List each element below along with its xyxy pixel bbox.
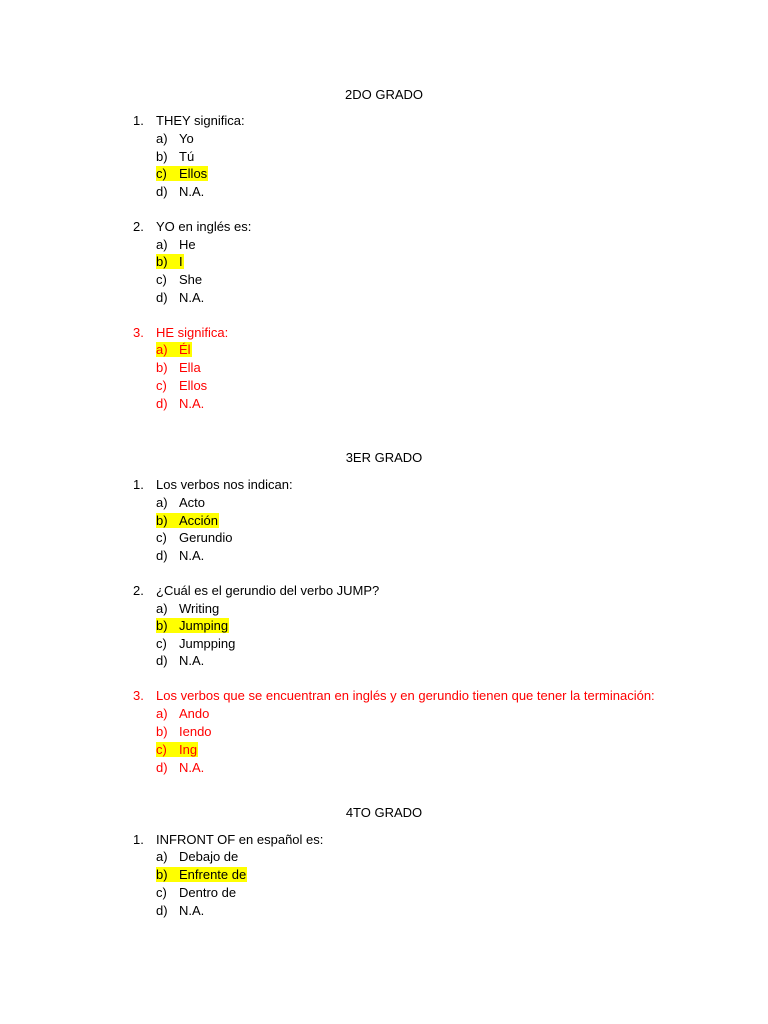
question-3er-2 [133, 582, 379, 600]
option-text: Ellos [179, 378, 208, 393]
option-text: Dentro de [179, 885, 237, 900]
option-text: Ellos [179, 166, 208, 181]
question-number: 3. [133, 325, 144, 340]
option-item [156, 271, 202, 289]
option-item [156, 289, 204, 307]
option-letter: a) [156, 342, 168, 357]
option-item [156, 529, 232, 547]
option-letter: a) [156, 849, 168, 864]
option-text: Jumpping [179, 636, 236, 651]
option-item-correct [156, 617, 229, 635]
option-item-correct [156, 512, 219, 530]
question-2do-1 [133, 112, 245, 130]
option-letter: a) [156, 131, 168, 146]
option-letter: a) [156, 495, 168, 510]
option-item [156, 759, 204, 777]
question-4to-1 [133, 831, 323, 849]
option-item [156, 236, 196, 254]
option-letter: d) [156, 653, 168, 668]
option-text: N.A. [179, 760, 205, 775]
option-item [156, 377, 207, 395]
option-letter: c) [156, 885, 167, 900]
option-letter: d) [156, 903, 168, 918]
option-text: Ando [179, 706, 210, 721]
option-text: Yo [179, 131, 194, 146]
option-item [156, 395, 204, 413]
section-heading-3er-grado: 3ER GRADO [345, 450, 423, 465]
option-text: Acción [179, 513, 219, 528]
option-text: Tú [179, 149, 195, 164]
option-text: Gerundio [179, 530, 233, 545]
option-item [156, 884, 236, 902]
option-letter: b) [156, 360, 168, 375]
option-text: Debajo de [179, 849, 239, 864]
option-text: N.A. [179, 184, 205, 199]
option-letter: b) [156, 618, 168, 633]
question-2do-3 [133, 324, 228, 342]
option-letter: c) [156, 272, 167, 287]
option-text: I [179, 254, 183, 269]
question-text: Los verbos que se encuentran en inglés y en gerundio tienen que tener la terminación: [156, 688, 655, 703]
question-number: 1. [133, 113, 144, 128]
option-letter: c) [156, 530, 167, 545]
option-text: N.A. [179, 290, 205, 305]
option-item [156, 494, 205, 512]
option-text: Iendo [179, 724, 212, 739]
option-letter: d) [156, 760, 168, 775]
option-letter: c) [156, 636, 167, 651]
option-item [156, 359, 201, 377]
option-text: N.A. [179, 548, 205, 563]
option-item [156, 183, 204, 201]
option-item [156, 902, 204, 920]
question-2do-2 [133, 218, 251, 236]
section-heading-2do-grado: 2DO GRADO [344, 87, 423, 102]
question-number: 1. [133, 832, 144, 847]
option-letter: a) [156, 601, 168, 616]
option-letter: c) [156, 742, 167, 757]
option-text: She [179, 272, 203, 287]
option-letter: d) [156, 548, 168, 563]
question-number: 2. [133, 219, 144, 234]
option-item [156, 635, 235, 653]
option-text: N.A. [179, 903, 205, 918]
option-letter: b) [156, 254, 168, 269]
option-text: N.A. [179, 653, 205, 668]
option-letter: d) [156, 184, 168, 199]
option-text: Jumping [179, 618, 229, 633]
option-text: Él [179, 342, 191, 357]
question-number: 2. [133, 583, 144, 598]
option-item [156, 148, 194, 166]
option-letter: b) [156, 724, 168, 739]
option-text: Enfrente de [179, 867, 247, 882]
option-item [156, 848, 238, 866]
question-text: INFRONT OF en español es: [156, 832, 324, 847]
option-item [156, 547, 204, 565]
option-text: Ella [179, 360, 201, 375]
question-3er-1 [133, 476, 293, 494]
option-letter: b) [156, 867, 168, 882]
question-number: 3. [133, 688, 144, 703]
option-letter: b) [156, 513, 168, 528]
question-text: YO en inglés es: [156, 219, 252, 234]
option-item-correct [156, 253, 184, 271]
option-letter: d) [156, 290, 168, 305]
option-letter: c) [156, 378, 167, 393]
option-item [156, 652, 204, 670]
option-text: Acto [179, 495, 206, 510]
question-3er-3 [133, 687, 655, 705]
option-letter: d) [156, 396, 168, 411]
option-text: He [179, 237, 196, 252]
option-item-correct [156, 866, 247, 884]
option-item [156, 723, 212, 741]
option-text: N.A. [179, 396, 205, 411]
question-text: Los verbos nos indican: [156, 477, 293, 492]
option-item [156, 705, 209, 723]
option-letter: c) [156, 166, 167, 181]
option-letter: a) [156, 706, 168, 721]
option-item [156, 600, 219, 618]
question-number: 1. [133, 477, 144, 492]
section-heading-4to-grado: 4TO GRADO [345, 805, 423, 820]
question-text: THEY significa: [156, 113, 245, 128]
option-text: Writing [179, 601, 220, 616]
option-letter: a) [156, 237, 168, 252]
option-item-correct [156, 741, 198, 759]
option-letter: b) [156, 149, 168, 164]
option-item [156, 130, 194, 148]
question-text: HE significa: [156, 325, 229, 340]
option-item-correct [156, 165, 208, 183]
option-item-correct [156, 341, 192, 359]
question-text: ¿Cuál es el gerundio del verbo JUMP? [156, 583, 380, 598]
option-text: Ing [179, 742, 198, 757]
